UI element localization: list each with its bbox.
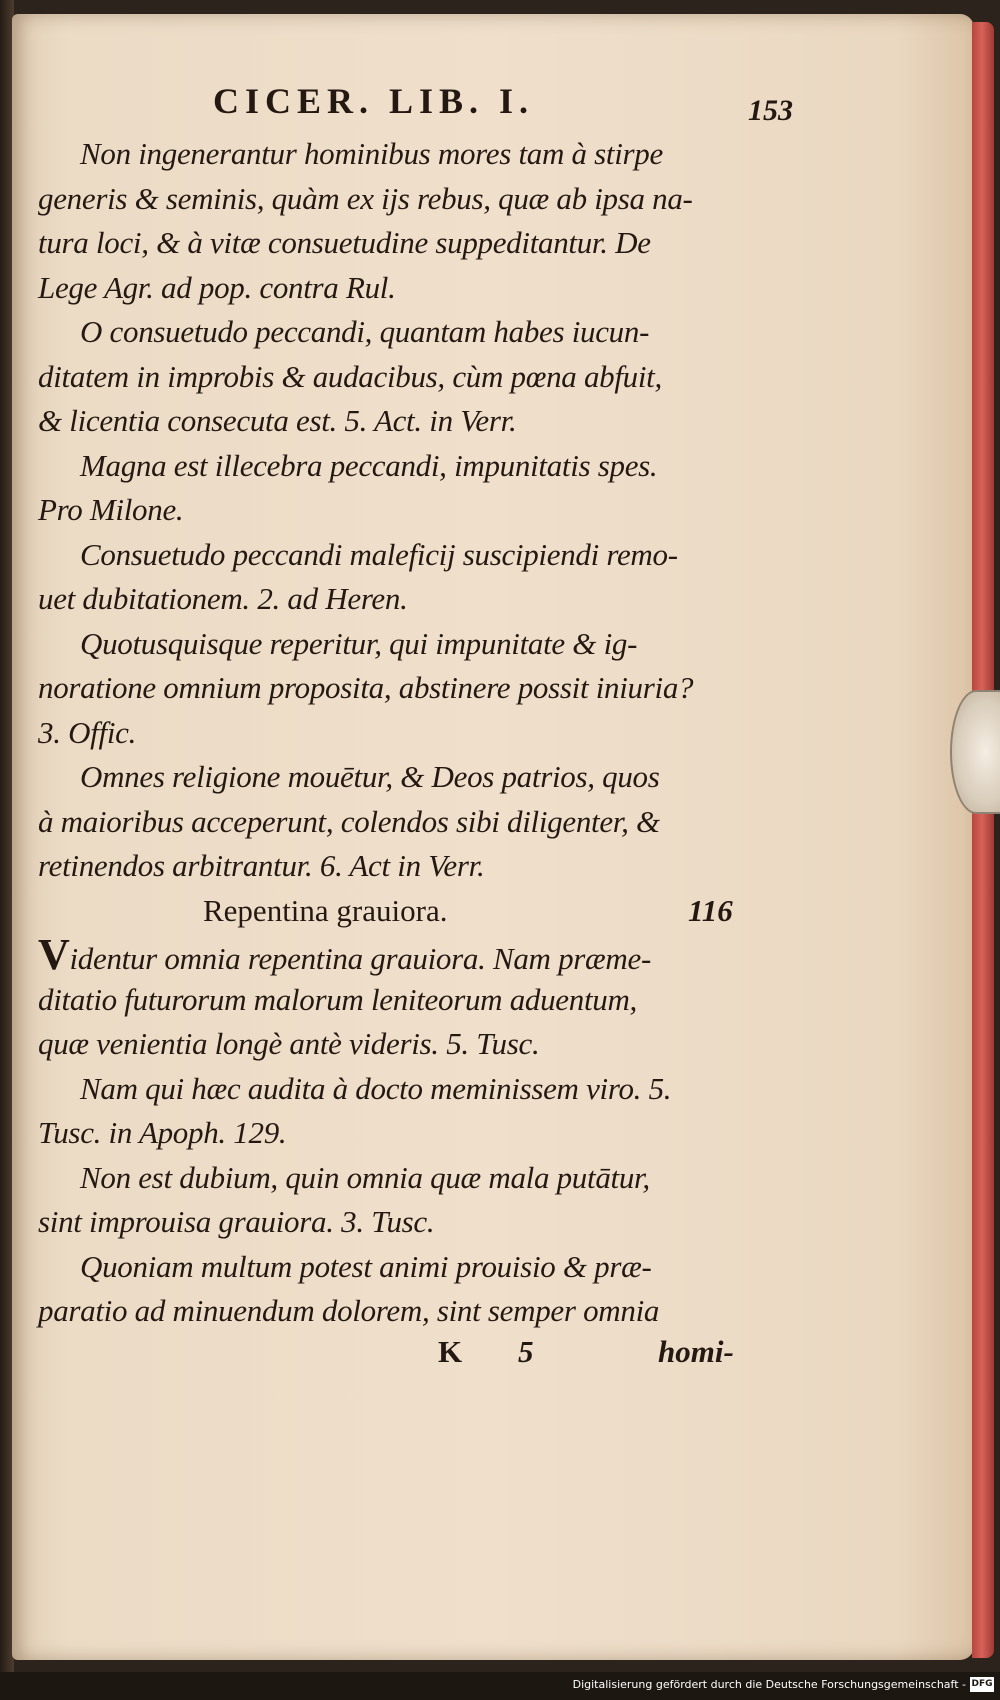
text-line: Lege Agr. ad pop. contra Rul.: [38, 269, 396, 305]
text-line: Tusc. in Apoph. 129.: [38, 1115, 287, 1150]
catchword: homi-: [658, 1333, 734, 1369]
text-line: Non ingenerantur hominibus mores tam à stirpe: [80, 136, 663, 171]
paragraphs-block: [38, 132, 758, 889]
page-clip: [950, 690, 1000, 814]
text-line: sint improuisa grauiora. 3. Tusc.: [38, 1204, 435, 1239]
page-text: [38, 80, 793, 1378]
page-number: 153: [748, 94, 793, 127]
text-line: generis & seminis, quàm ex ijs rebus, quæ ab ipsa na-: [38, 180, 693, 216]
text-line: tura loci, & à vitæ consuetudine suppeditantur. De: [38, 225, 651, 260]
footer-bar: [0, 1672, 1000, 1700]
text-line: Omnes religione mouētur, & Deos patrios, quos: [80, 759, 660, 794]
text-line: Magna est illecebra peccandi, impunitatis spes.: [80, 447, 658, 483]
text-line: retinendos arbitrantur. 6. Act in Verr.: [38, 848, 485, 883]
section-heading: [38, 889, 758, 934]
signature-letter: K: [438, 1333, 463, 1369]
text-line: à maioribus acceperunt, colendos sibi diligenter, &: [38, 803, 660, 839]
text-line: O consuetudo peccandi, quantam habes iucun-: [80, 314, 650, 349]
drop-cap: V: [38, 930, 70, 979]
text-line: Pro Milone.: [38, 492, 184, 527]
text-line: quæ venientia longè antè videris. 5. Tusc.: [38, 1026, 540, 1061]
text-line: paratio ad minuendum dolorem, sint semper omnia: [38, 1293, 660, 1328]
text-line: uet dubitationem. 2. ad Heren.: [38, 581, 408, 616]
text-line: 3. Offic.: [38, 714, 137, 750]
text-line: Quoniam multum potest animi prouisio & præ-: [80, 1248, 652, 1284]
text-line: ditatem in improbis & audacibus, cùm pœna abfuit,: [38, 358, 662, 394]
text-line: [38, 930, 758, 979]
running-header: [38, 80, 793, 132]
signature-number: 5: [518, 1333, 534, 1369]
catchword-line: [38, 1334, 758, 1378]
text-line: Non est dubium, quin omnia quæ mala putātur,: [80, 1159, 650, 1195]
red-page-edge: [972, 22, 994, 1658]
text-line: & licentia consecuta est. 5. Act. in Verr.: [38, 403, 517, 438]
section-paragraphs-block: [38, 930, 758, 1334]
text-line: Nam qui hæc audita à docto meminissem viro. 5.: [80, 1070, 672, 1106]
text-line: noratione omnium proposita, abstinere possit iniuria?: [38, 670, 694, 705]
text-line: Consuetudo peccandi maleficij suscipiendi remo-: [80, 536, 678, 572]
running-title: CICER. LIB. I.: [213, 81, 535, 121]
section-title: Repentina grauiora.: [203, 892, 448, 928]
dfg-logo: DFG: [970, 1677, 994, 1692]
section-number: 116: [688, 892, 733, 928]
line-text: identur omnia repentina grauiora. Nam præme-: [69, 941, 652, 976]
text-line: Quotusquisque reperitur, qui impunitate & ig-: [80, 625, 638, 661]
footer-credit: Digitalisierung gefördert durch die Deutsche Forschungsgemeinschaft -: [572, 1678, 966, 1691]
text-line: ditatio futurorum malorum leniteorum aduentum,: [38, 981, 638, 1017]
